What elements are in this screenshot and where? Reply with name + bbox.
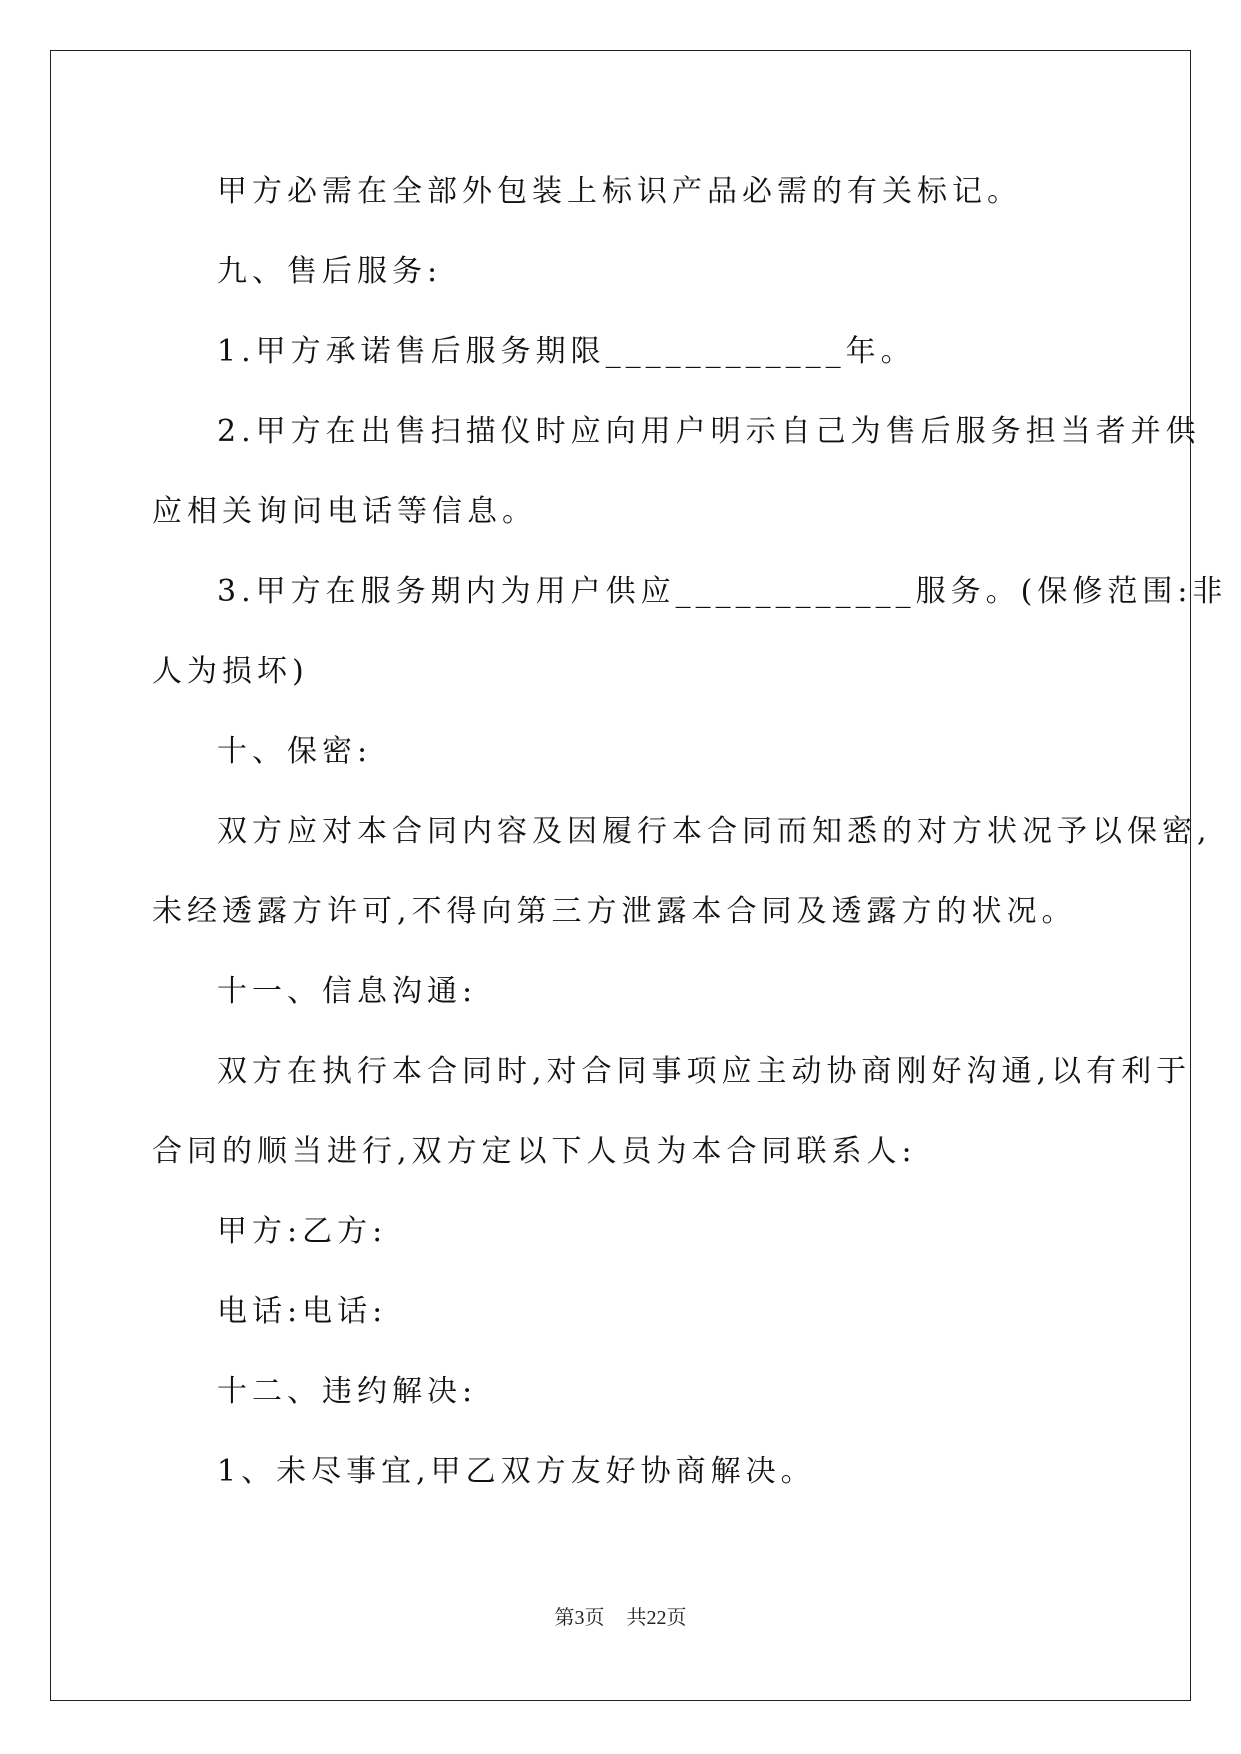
section-heading: 九、售后服务: <box>217 254 443 289</box>
paragraph-line: 双方应对本合同内容及因履行本合同而知悉的对方状况予以保密, <box>217 814 1212 849</box>
section-heading: 十一、信息沟通: <box>217 974 478 1009</box>
page-number: 第3页 <box>554 1607 605 1629</box>
paragraph-line: 电话:电话: <box>217 1294 388 1329</box>
paragraph-line: 3.甲方在服务期内为用户供应____________服务。(保修范围:非 <box>217 574 1228 609</box>
page-total: 共22页 <box>626 1607 687 1629</box>
paragraph-line: 甲方必需在全部外包装上标识产品必需的有关标记。 <box>217 174 1022 209</box>
paragraph-line: 人为损坏) <box>152 654 309 689</box>
page-footer <box>0 1606 1241 1630</box>
paragraph-line: 2.甲方在出售扫描仪时应向用户明示自己为售后服务担当者并供 <box>217 414 1201 449</box>
paragraph-line: 双方在执行本合同时,对合同事项应主动协商刚好沟通,以有利于 <box>217 1054 1192 1089</box>
paragraph-line: 合同的顺当进行,双方定以下人员为本合同联系人: <box>152 1134 917 1169</box>
section-heading: 十二、违约解决: <box>217 1374 478 1409</box>
paragraph-line: 甲方:乙方: <box>217 1214 388 1249</box>
paragraph-line: 应相关询问电话等信息。 <box>152 494 537 529</box>
paragraph-line: 1.甲方承诺售后服务期限____________年。 <box>217 334 916 369</box>
section-heading: 十、保密: <box>217 734 373 769</box>
paragraph-line: 1、未尽事宜,甲乙双方友好协商解决。 <box>217 1454 816 1489</box>
paragraph-line: 未经透露方许可,不得向第三方泄露本合同及透露方的状况。 <box>152 894 1077 929</box>
